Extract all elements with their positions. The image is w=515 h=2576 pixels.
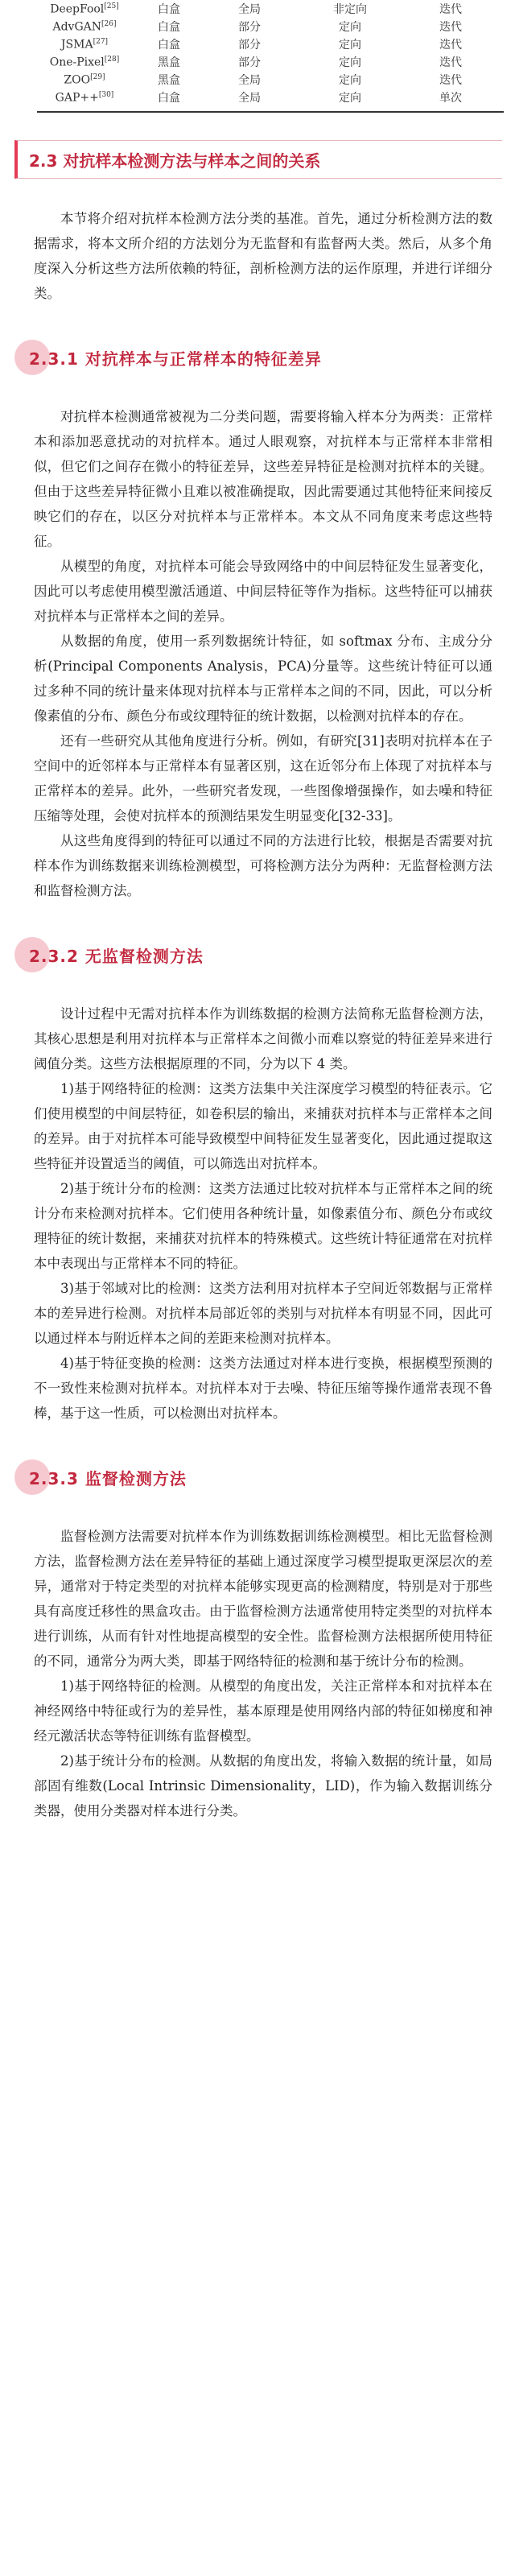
citation-ref: [29]	[90, 72, 105, 81]
table-cell-scope: 全局	[238, 3, 261, 16]
table-cell-scope: 部分	[238, 56, 261, 69]
table-bottom-rule	[37, 111, 504, 113]
paragraph: 还有一些研究从其他角度进行分析。例如，有研究[31]表明对抗样本在子空间中的近邻样本与正常样本有显著区别，这在近邻分布上体现了对抗样本与正常样本的差异。此外，一些研究者发现，一些图像增强操作，如去噪和特征压缩等处理，会使对抗样本的预测结果发生明显变化[32-33]。	[34, 733, 492, 824]
subsection-heading-3	[14, 1458, 502, 1496]
paragraph: 1)基于网络特征的检测：这类方法集中关注深度学习模型的特征表示。它们使用模型的中间层特征，如卷积层的输出，来捕获对抗样本与正常样本之间的差异。由于对抗样本可能导致模型中间特征发生显著变化，因此通过提取这些特征并设置适当的阈值，可以筛选出对抗样本。	[34, 1081, 492, 1171]
table-body	[40, 0, 491, 106]
paragraph: 从数据的角度，使用一系列数据统计特征，如 softmax 分布、主成分分析(Principal Components Analysis，PCA)分量等。这些统计特征可以通过多种不同的统计量来体现对抗样本与正常样本之间的不同，因此，可以分析像素值的分布、颜色分布或纹理特征的统计数据，以检测对抗样本的存在。	[34, 634, 492, 724]
section-intro-block	[0, 206, 515, 306]
table-cell-iter: 迭代	[439, 39, 462, 52]
subsection-title: 2.3.3 监督检测方法	[29, 1468, 187, 1488]
table-cell-target: 定向	[339, 56, 361, 69]
table-cell-target: 定向	[339, 39, 361, 52]
section-intro: 本节将介绍对抗样本检测方法分类的基准。首先，通过分析检测方法的数据需求，将本文所介绍的方法划分为无监督和有监督两大类。然后，从多个角度深入分析这些方法所依赖的特征，剖析检测方法的运作原理，并进行详细分类。	[34, 211, 492, 301]
paragraph: 监督检测方法需要对抗样本作为训练数据训练检测模型。相比无监督检测方法，监督检测方法在差异特征的基础上通过深度学习模型提取更深层次的差异，通常对于特定类型的对抗样本能够实现更高的检测精度，特别是对于那些具有高度迁移性的黑盒攻击。由于监督检测方法通常使用特定类型的对抗样本进行训练，从而有针对性地提高模型的安全性。监督检测方法根据所使用特征的不同，通常分为两大类，即基于网络特征的检测和基于统计分布的检测。	[34, 1529, 492, 1669]
table-cell-scope: 全局	[238, 92, 261, 105]
paragraph: 从模型的角度，对抗样本可能会导致网络中的中间层特征发生显著变化，因此可以考虑使用模型激活通道、中间层特征等作为指标。这些特征可以捕获对抗样本与正常样本之间的差异。	[34, 559, 492, 624]
table-cell-target: 非定向	[333, 3, 367, 16]
paragraph: 对抗样本检测通常被视为二分类问题，需要将输入样本分为两类：正常样本和添加恶意扰动的对抗样本。通过人眼观察，对抗样本与正常样本非常相似，但它们之间存在微小的特征差异，这些差异特征是检测对抗样本的关键。但由于这些差异特征微小且难以被准确提取，因此需要通过其他特征来间接反映它们的存在，以区分对抗样本与正常样本。本文从不同角度来考虑这些特征。	[34, 409, 492, 549]
table-cell-name: AdvGAN[26]	[52, 19, 117, 34]
table-row	[40, 35, 491, 53]
table-cell-name: ZOO[29]	[64, 72, 105, 87]
table-cell-box: 黑盒	[158, 74, 180, 87]
table-row	[40, 71, 491, 89]
citation-ref: [26]	[101, 19, 117, 28]
paragraph: 2)基于统计分布的检测：这类方法通过比较对抗样本与正常样本之间的统计分布来检测对抗样本。它们使用各种统计量，如像素值分布、颜色分布或纹理特征的统计数据，来捕获对抗样本的特殊模式。这些统计特征通常在对抗样本中表现出与正常样本不同的特征。	[34, 1181, 492, 1271]
paragraph: 1)基于网络特征的检测。从模型的角度出发，关注正常样本和对抗样本在神经网络中特征或行为的差异性，基本原理是使用网络内部的特征如梯度和神经元激活状态等特征训练有监督模型。	[34, 1678, 492, 1744]
table-cell-name: JSMA[27]	[60, 37, 109, 52]
table-cell-name: GAP++[30]	[55, 90, 114, 105]
citation-ref: [27]	[93, 37, 109, 46]
table-row	[40, 0, 491, 18]
citation-ref: [30]	[98, 90, 114, 99]
paragraph: 3)基于邻域对比的检测：这类方法利用对抗样本子空间近邻数据与正常样本的差异进行检测。对抗样本局部近邻的类别与对抗样本有明显不同，因此可以通过样本与附近样本之间的差距来检测对抗样本。	[34, 1281, 492, 1346]
table-cell-iter: 迭代	[439, 56, 462, 69]
paragraph: 从这些角度得到的特征可以通过不同的方法进行比较，根据是否需要对抗样本作为训练数据来训练检测模型，可将检测方法分为两种：无监督检测方法和监督检测方法。	[34, 833, 492, 898]
table-cell-box: 白盒	[158, 39, 180, 52]
table-cell-box: 白盒	[158, 3, 180, 16]
attack-methods-table	[40, 0, 491, 106]
table-cell-scope: 部分	[238, 21, 261, 34]
table-cell-iter: 单次	[439, 92, 462, 105]
citation-ref: [25]	[104, 2, 119, 10]
table-cell-iter: 迭代	[439, 74, 462, 87]
table-cell-box: 白盒	[158, 21, 180, 34]
subsection-heading-1	[14, 338, 502, 377]
paragraph: 4)基于特征变换的检测：这类方法通过对样本进行变换，根据模型预测的不一致性来检测对抗样本。对抗样本对于去噪、特征压缩等操作通常表现不鲁棒，基于这一性质，可以检测出对抗样本。	[34, 1356, 492, 1421]
table-cell-iter: 迭代	[439, 21, 462, 34]
section-title: 2.3 对抗样本检测方法与样本之间的关系	[29, 151, 321, 171]
table-cell-name: One-Pixel[28]	[49, 55, 120, 69]
section-heading	[14, 140, 502, 179]
subsection-heading-2	[14, 935, 502, 974]
table-row	[40, 89, 491, 106]
table-cell-iter: 迭代	[439, 3, 462, 16]
paragraph: 设计过程中无需对抗样本作为训练数据的检测方法简称无监督检测方法，其核心思想是利用对抗样本与正常样本之间微小而难以察觉的特征差异来进行阈值分类。这些方法根据原理的不同，分为以下 4 类。	[34, 1006, 492, 1071]
subsection-title: 2.3.1 对抗样本与正常样本的特征差异	[29, 349, 322, 369]
table-cell-target: 定向	[339, 21, 361, 34]
table-cell-name: DeepFool[25]	[50, 2, 119, 16]
subsection-body-1	[0, 404, 515, 903]
table-cell-box: 黑盒	[158, 56, 180, 69]
table-row	[40, 53, 491, 71]
table-cell-box: 白盒	[158, 92, 180, 105]
table-cell-target: 定向	[339, 74, 361, 87]
table-row	[40, 18, 491, 35]
citation-ref: [28]	[104, 55, 120, 64]
paragraph: 2)基于统计分布的检测。从数据的角度出发，将输入数据的统计量，如局部固有维数(Local Intrinsic Dimensionality，LID)，作为输入数据训练分类器，使用分类器对样本进行分类。	[34, 1753, 492, 1818]
subsection-body-2	[0, 1001, 515, 1426]
table-cell-target: 定向	[339, 92, 361, 105]
table-cell-scope: 部分	[238, 39, 261, 52]
subsection-title: 2.3.2 无监督检测方法	[29, 946, 204, 966]
table-cell-scope: 全局	[238, 74, 261, 87]
subsection-body-3	[0, 1524, 515, 1823]
